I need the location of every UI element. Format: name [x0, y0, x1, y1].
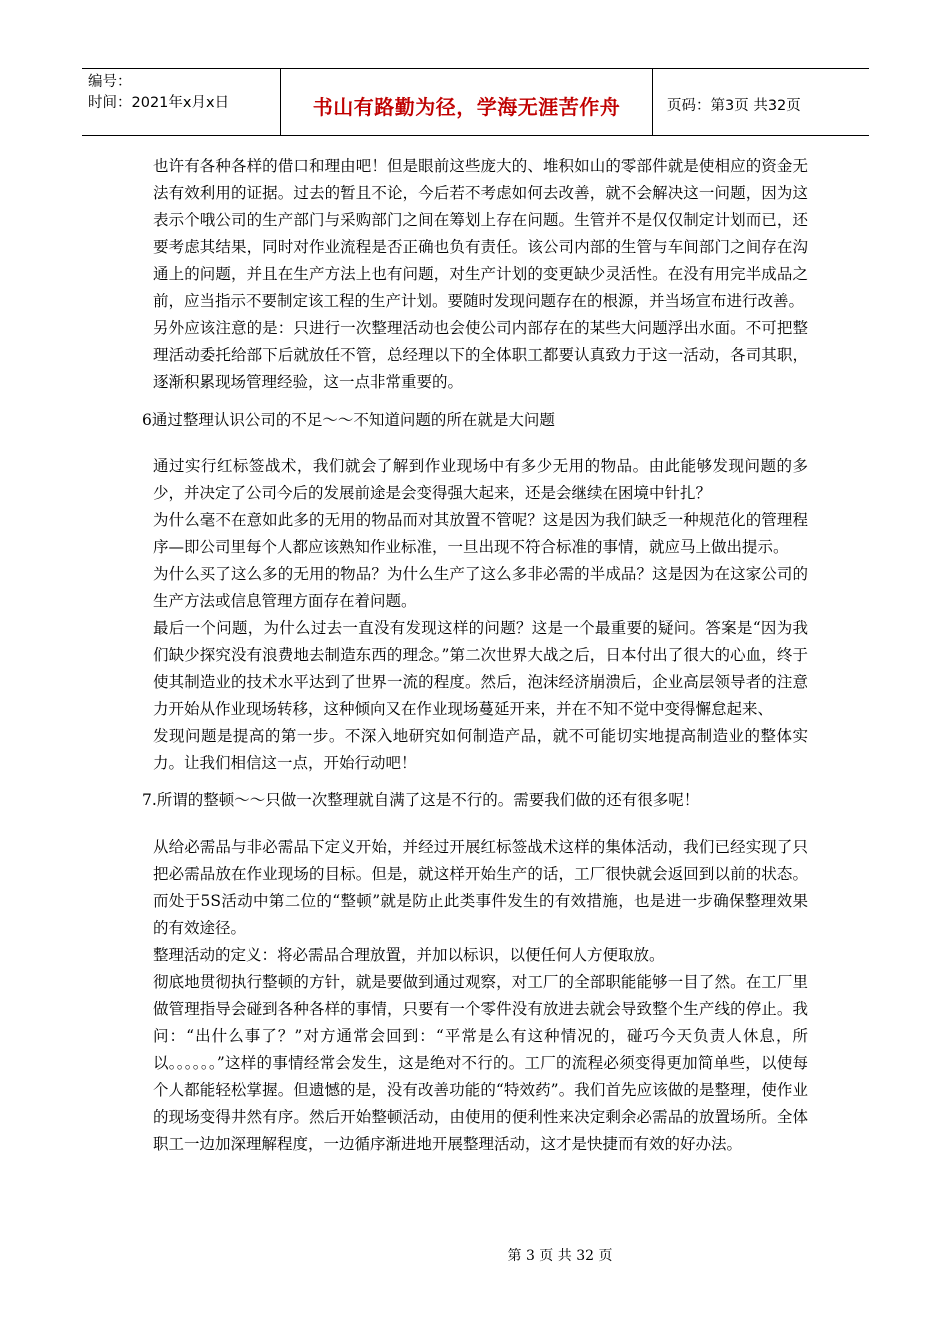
header-motto-cell [281, 69, 653, 135]
header-motto: 书山有路勤为径，学海无涯苦作舟 [312, 94, 621, 119]
body-paragraph: 整理活动的定义：将必需品合理放置，并加以标识，以便任何人方便取放。 [153, 946, 665, 964]
header-page-info: 页码：第3页 共32页 [667, 97, 801, 114]
body-paragraph: 发现问题是提高的第一步。不深入地研究如何制造产品，就不可能切实地提高制造业的整体实力。让我们相信这一点，开始行动吧！ [153, 727, 808, 772]
body-paragraph: 最后一个问题，为什么过去一直没有发现这样的问题？这是一个最重要的疑问。答案是“因为我们缺少探究没有浪费地去制造东西的理念。”第二次世界大战之后，日本付出了很大的心血，终于使其制造业的技术水平达到了世界一流的程度。然后，泡沫经济崩溃后，企业高层领导者的注意力开始从作业现场转移，这种倾向又在作业现场蔓延开来，并在不知不觉中变得懈怠起来、 [153, 619, 808, 718]
body-paragraph: 也许有各种各样的借口和理由吧！但是眼前这些庞大的、堆积如山的零部件就是使相应的资金无法有效利用的证据。过去的暂且不论，今后若不考虑如何去改善，就不会解决这一问题，因为这表示个哦公司的生产部门与采购部门之间在筹划上存在问题。生管并不是仅仅制定计划而已，还要考虑其结果，同时对作业流程是否正确也负有责任。该公司内部的生管与车间部门之间存在沟通上的问题，并且在生产方法上也有问题，对生产计划的变更缺少灵活性。在没有用完半成品之前，应当指示不要制定该工程的生产计划。要随时发现问题存在的根源，并当场宣布进行改善。 [153, 157, 808, 310]
footer-page-number: 第 3 页 共 32 页 [507, 1248, 613, 1264]
body-paragraph: 为什么买了这么多的无用的物品？为什么生产了这么多非必需的半成品？这是因为在这家公司的生产方法或信息管理方面存在着问题。 [153, 565, 808, 610]
section-heading: 7.所谓的整顿～～只做一次整理就自满了这是不行的。需要我们做的还有很多呢！ [142, 791, 700, 809]
header-page-cell [653, 69, 869, 135]
document-number-label: 编号： [88, 74, 132, 90]
header-meta-cell [82, 69, 281, 135]
body-paragraph: 通过实行红标签战术，我们就会了解到作业现场中有多少无用的物品。由此能够发现问题的多少，并决定了公司今后的发展前途是会变得强大起来，还是会继续在困境中针扎？ [153, 457, 808, 502]
body-paragraph: 另外应该注意的是：只进行一次整理活动也会使公司内部存在的某些大问题浮出水面。不可把整理活动委托给部下后就放任不管，总经理以下的全体职工都要认真致力于这一活动，各司其职，逐渐积累现场管理经验，这一点非常重要的。 [153, 319, 808, 391]
body-paragraph: 为什么毫不在意如此多的无用的物品而对其放置不管呢？这是因为我们缺乏一种规范化的管理程序—即公司里每个人都应该熟知作业标准，一旦出现不符合标准的事情，就应马上做出提示。 [153, 511, 808, 556]
section-heading: 6通过整理认识公司的不足～～不知道问题的所在就是大问题 [142, 411, 555, 429]
body-paragraph: 彻底地贯彻执行整顿的方针，就是要做到通过观察，对工厂的全部职能能够一目了然。在工厂里做管理指导会碰到各种各样的事情，只要有一个零件没有放进去就会导致整个生产线的停止。我问：“出什么事了？”对方通常会回到：“平常是么有这种情况的，碰巧今天负责人休息，所以。。。。。。”这样的事情经常会发生，这是绝对不行的。工厂的流程必须变得更加简单些，以使每个人都能轻松掌握。但遗憾的是，没有改善功能的“特效药”。我们首先应该做的是整理，使作业的现场变得井然有序。然后开始整顿活动，由使用的便利性来决定剩余必需品的放置场所。全体职工一边加深理解程度，一边循序渐进地开展整理活动，这才是快捷而有效的好办法。 [153, 973, 808, 1153]
page-header [82, 68, 869, 136]
document-body [142, 153, 808, 1158]
page-footer [0, 1245, 950, 1265]
body-paragraph: 从给必需品与非必需品下定义开始，并经过开展红标签战术这样的集体活动，我们已经实现了只把必需品放在作业现场的目标。但是，就这样开始生产的话，工厂很快就会返回到以前的状态。而处于5S活动中第二位的“整顿”就是防止此类事件发生的有效措施，也是进一步确保整理效果的有效途径。 [153, 838, 808, 937]
document-time-label: 时间：2021年x月x日 [88, 95, 230, 111]
